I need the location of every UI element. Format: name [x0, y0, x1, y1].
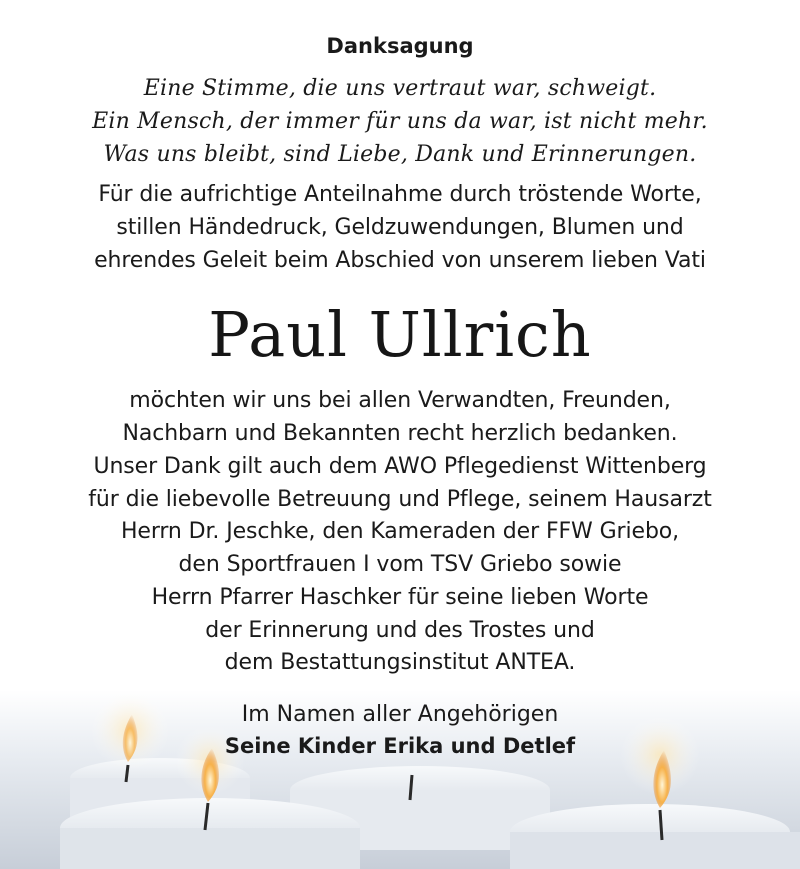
thanks-line: Herrn Pfarrer Haschker für seine lieben Worte: [151, 585, 649, 610]
intro-line: Für die aufrichtige Anteilnahme durch tröstende Worte,: [98, 182, 702, 207]
signature-preamble: Im Namen aller Angehörigen: [241, 702, 559, 727]
intro-line: stillen Händedruck, Geldzuwendungen, Blumen und: [116, 215, 684, 240]
verse-line: Eine Stimme, die uns vertraut war, schweigt.: [143, 76, 657, 101]
thanks-line: dem Bestattungsinstitut ANTEA.: [224, 650, 576, 675]
thanks-line: Unser Dank gilt auch dem AWO Pflegedienst Wittenberg: [93, 454, 707, 479]
verse-line: Ein Mensch, der immer für uns da war, ist nicht mehr.: [92, 109, 708, 134]
heading: Danksagung: [326, 34, 474, 58]
signature-names: Seine Kinder Erika und Detlef: [224, 734, 576, 758]
thanks-line: den Sportfrauen I vom TSV Griebo sowie: [178, 552, 622, 577]
thanks-line: Nachbarn und Bekannten recht herzlich bedanken.: [122, 421, 678, 446]
thanks-line: für die liebevolle Betreuung und Pflege, seinem Hausarzt: [88, 487, 712, 512]
verse-line: Was uns bleibt, sind Liebe, Dank und Erinnerungen.: [103, 142, 697, 167]
thanks-line: möchten wir uns bei allen Verwandten, Freunden,: [129, 388, 671, 413]
deceased-name: Paul Ullrich: [208, 298, 592, 371]
thanks-line: Herrn Dr. Jeschke, den Kameraden der FFW Griebo,: [120, 519, 680, 544]
intro-line: ehrendes Geleit beim Abschied von unserem lieben Vati: [94, 248, 706, 273]
thanks-line: der Erinnerung und des Trostes und: [205, 618, 595, 643]
